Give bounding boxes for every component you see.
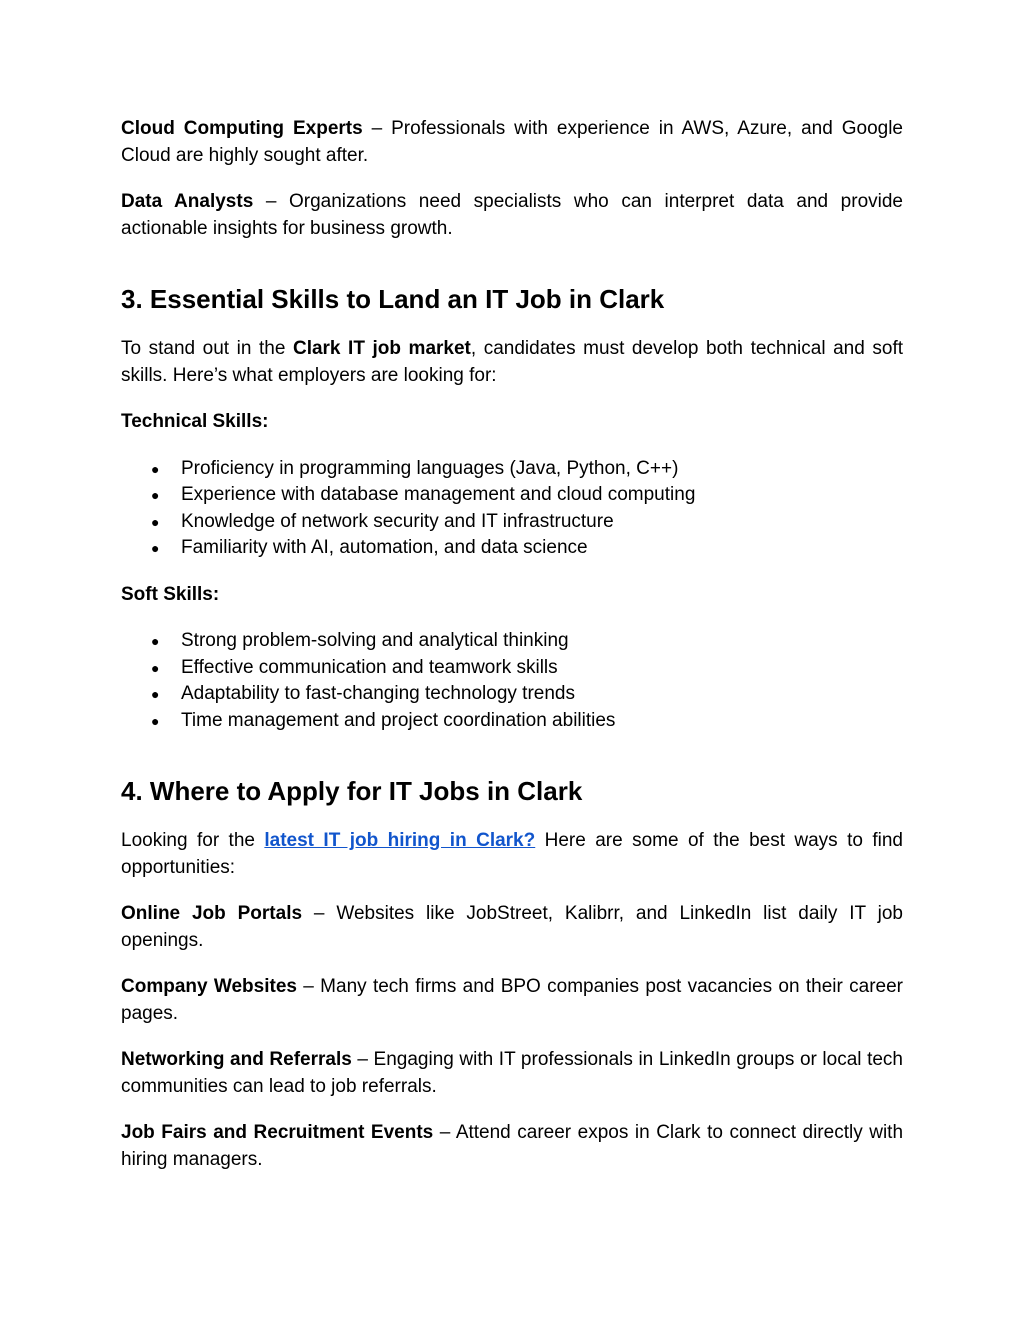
online-job-portals-paragraph xyxy=(121,901,903,954)
technical-skills-label: Technical Skills: xyxy=(121,411,269,432)
list-item: ● Familiarity with AI, automation, and data science xyxy=(121,535,903,562)
section4-intro-before: Looking for the xyxy=(121,830,265,851)
list-item: ● Experience with database management and cloud computing xyxy=(121,482,903,509)
technical-skills-list xyxy=(121,456,903,562)
job-fairs-paragraph xyxy=(121,1120,903,1173)
cloud-term: Cloud Computing Experts xyxy=(121,118,363,139)
item-text: – Engaging with IT professionals in LinkedIn groups or local tech communities can lead to job referrals. xyxy=(121,1049,904,1097)
list-item: ● Knowledge of network security and IT infrastructure xyxy=(121,509,903,536)
list-item: ● Adaptability to fast-changing technology trends xyxy=(121,681,903,708)
section4-intro xyxy=(121,828,903,881)
list-item: ● Effective communication and teamwork skills xyxy=(121,655,903,682)
cloud-paragraph xyxy=(121,116,903,169)
data-analysts-term: Data Analysts xyxy=(121,191,254,212)
section3-intro-before: To stand out in the xyxy=(121,338,293,359)
list-item: ● Time management and project coordination abilities xyxy=(121,708,903,735)
item-text: – Many tech firms and BPO companies post vacancies on their career pages. xyxy=(121,976,904,1024)
list-item: ● Strong problem-solving and analytical thinking xyxy=(121,628,903,655)
item-term: Job Fairs and Recruitment Events xyxy=(121,1122,434,1143)
data-analysts-text: – Organizations need specialists who can interpret data and provide actionable insights for business growth. xyxy=(121,191,903,239)
data-analysts-paragraph xyxy=(121,189,903,242)
document-page xyxy=(121,116,903,1173)
networking-referrals-paragraph xyxy=(121,1047,903,1100)
item-text: – Attend career expos in Clark to connect directly with hiring managers. xyxy=(121,1122,904,1170)
item-term: Networking and Referrals xyxy=(121,1049,352,1070)
section3-intro-after: , candidates must develop both technical and soft skills. Here’s what employers are looking for: xyxy=(121,338,903,386)
section3-heading: 3. Essential Skills to Land an IT Job in Clark xyxy=(121,284,665,314)
list-item: ● Proficiency in programming languages (Java, Python, C++) xyxy=(121,456,903,483)
section4-intro-after: Here are some of the best ways to find opportunities: xyxy=(121,830,903,878)
section3-intro-bold: Clark IT job market xyxy=(292,338,471,359)
section4-heading: 4. Where to Apply for IT Jobs in Clark xyxy=(121,776,583,806)
item-text: – Websites like JobStreet, Kalibrr, and LinkedIn list daily IT job openings. xyxy=(121,903,903,951)
item-term: Online Job Portals xyxy=(121,903,303,924)
soft-skills-list xyxy=(121,628,903,734)
section3-intro xyxy=(121,336,903,389)
latest-it-jobs-link[interactable]: latest IT job hiring in Clark? xyxy=(264,830,536,851)
company-websites-paragraph xyxy=(121,974,903,1027)
cloud-text: – Professionals with experience in AWS, Azure, and Google Cloud are highly sought after. xyxy=(121,118,904,166)
soft-skills-label: Soft Skills: xyxy=(121,583,220,605)
item-term: Company Websites xyxy=(121,976,297,997)
